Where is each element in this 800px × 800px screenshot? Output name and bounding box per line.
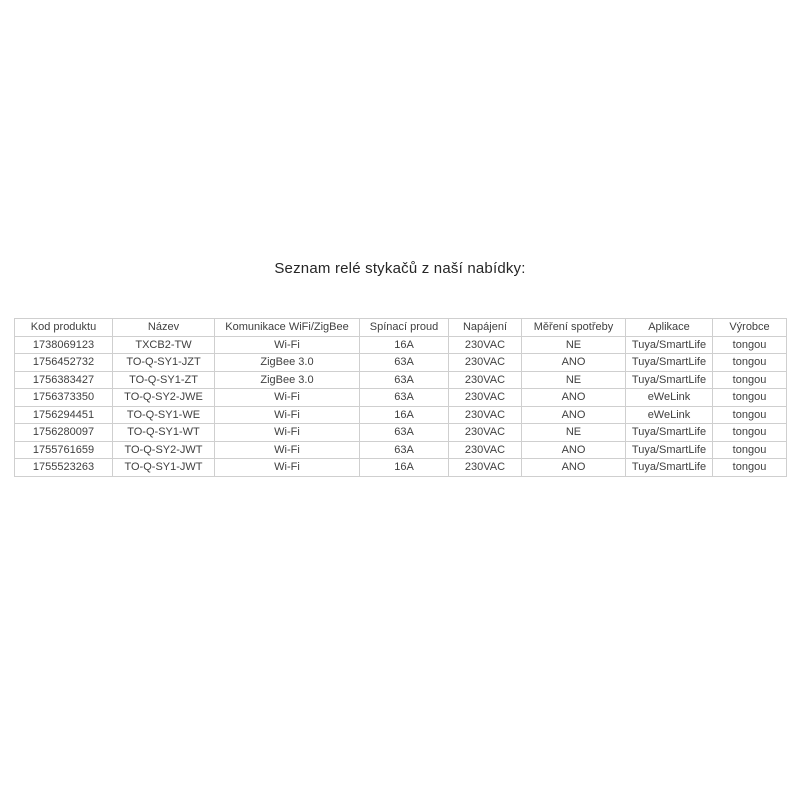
table-cell: Tuya/SmartLife <box>626 336 713 354</box>
table-cell: 230VAC <box>449 459 522 477</box>
table-cell: TO-Q-SY1-JZT <box>113 354 215 372</box>
table-cell: TXCB2-TW <box>113 336 215 354</box>
table-cell: Tuya/SmartLife <box>626 459 713 477</box>
table-cell: ANO <box>522 441 626 459</box>
column-header: Komunikace WiFi/ZigBee <box>215 319 360 337</box>
table-cell: 16A <box>360 336 449 354</box>
table-cell: Wi-Fi <box>215 459 360 477</box>
table-cell: 63A <box>360 424 449 442</box>
table-cell: Wi-Fi <box>215 406 360 424</box>
table-cell: 63A <box>360 354 449 372</box>
table-cell: NE <box>522 371 626 389</box>
table-cell: tongou <box>713 389 787 407</box>
table-row <box>15 354 787 372</box>
table-cell: tongou <box>713 441 787 459</box>
table-row <box>15 441 787 459</box>
table-cell: ANO <box>522 459 626 477</box>
table-cell: Tuya/SmartLife <box>626 424 713 442</box>
table-cell: 1756452732 <box>15 354 113 372</box>
table-cell: 1756280097 <box>15 424 113 442</box>
table-cell: 16A <box>360 406 449 424</box>
table-row <box>15 406 787 424</box>
table-cell: 230VAC <box>449 406 522 424</box>
table-cell: 230VAC <box>449 336 522 354</box>
table-cell: NE <box>522 336 626 354</box>
table-cell: tongou <box>713 336 787 354</box>
table-cell: tongou <box>713 424 787 442</box>
table-cell: 230VAC <box>449 441 522 459</box>
table-cell: TO-Q-SY2-JWE <box>113 389 215 407</box>
table-cell: 1756373350 <box>15 389 113 407</box>
table-cell: Tuya/SmartLife <box>626 441 713 459</box>
table-cell: 63A <box>360 389 449 407</box>
table-cell: 1755523263 <box>15 459 113 477</box>
table-cell: ZigBee 3.0 <box>215 354 360 372</box>
table-row <box>15 371 787 389</box>
product-table <box>14 318 787 477</box>
table-cell: ZigBee 3.0 <box>215 371 360 389</box>
table-cell: 63A <box>360 371 449 389</box>
table-cell: tongou <box>713 371 787 389</box>
table-cell: ANO <box>522 354 626 372</box>
table-cell: TO-Q-SY1-JWT <box>113 459 215 477</box>
table-cell: Tuya/SmartLife <box>626 354 713 372</box>
table-cell: 230VAC <box>449 389 522 407</box>
table-cell: tongou <box>713 459 787 477</box>
column-header: Spínací proud <box>360 319 449 337</box>
table-cell: eWeLink <box>626 406 713 424</box>
table-cell: Wi-Fi <box>215 441 360 459</box>
table-row <box>15 424 787 442</box>
table-cell: ANO <box>522 406 626 424</box>
table-body <box>15 336 787 476</box>
table-cell: 16A <box>360 459 449 477</box>
table-cell: Wi-Fi <box>215 424 360 442</box>
table-cell: Wi-Fi <box>215 336 360 354</box>
table-cell: 230VAC <box>449 371 522 389</box>
table-cell: Wi-Fi <box>215 389 360 407</box>
table-cell: 1738069123 <box>15 336 113 354</box>
table-header <box>15 319 787 337</box>
table-cell: tongou <box>713 354 787 372</box>
column-header: Měření spotřeby <box>522 319 626 337</box>
table-cell: NE <box>522 424 626 442</box>
column-header: Kod produktu <box>15 319 113 337</box>
table-row <box>15 336 787 354</box>
table-row <box>15 459 787 477</box>
column-header: Výrobce <box>713 319 787 337</box>
table-cell: TO-Q-SY1-WE <box>113 406 215 424</box>
table-cell: TO-Q-SY1-ZT <box>113 371 215 389</box>
table-cell: 230VAC <box>449 424 522 442</box>
column-header: Napájení <box>449 319 522 337</box>
table-cell: 1755761659 <box>15 441 113 459</box>
table-cell: 63A <box>360 441 449 459</box>
page-title: Seznam relé stykačů z naší nabídky: <box>274 260 526 277</box>
column-header: Aplikace <box>626 319 713 337</box>
table-cell: TO-Q-SY2-JWT <box>113 441 215 459</box>
table-cell: tongou <box>713 406 787 424</box>
table-cell: 1756294451 <box>15 406 113 424</box>
table-cell: ANO <box>522 389 626 407</box>
table-cell: 1756383427 <box>15 371 113 389</box>
table-row <box>15 389 787 407</box>
table-cell: TO-Q-SY1-WT <box>113 424 215 442</box>
table-cell: Tuya/SmartLife <box>626 371 713 389</box>
header-row <box>15 319 787 337</box>
column-header: Název <box>113 319 215 337</box>
table-cell: eWeLink <box>626 389 713 407</box>
table-cell: 230VAC <box>449 354 522 372</box>
